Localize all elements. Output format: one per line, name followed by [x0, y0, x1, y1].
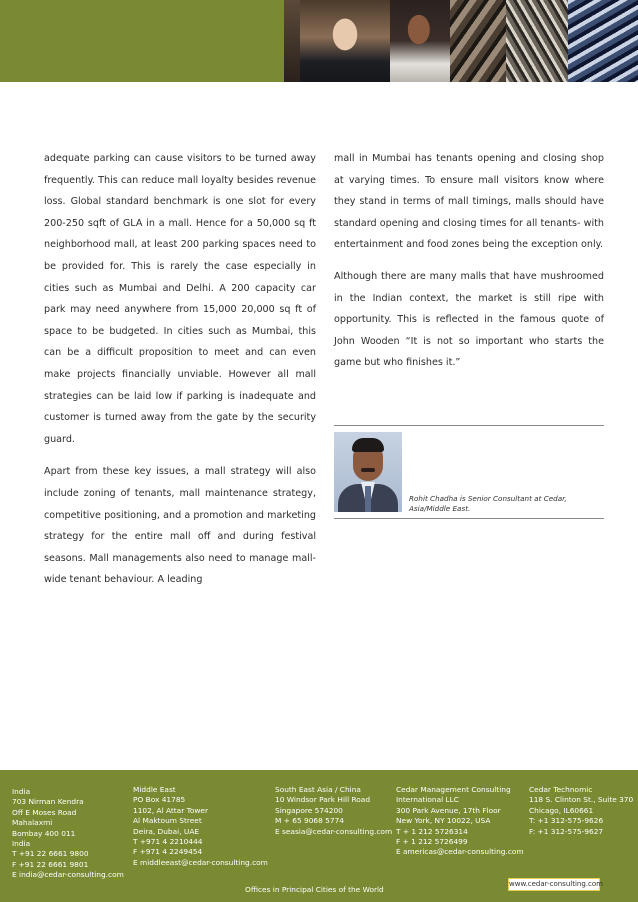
office-line: 1102, Al Attar Tower [133, 805, 209, 815]
office-line: India [12, 839, 31, 849]
office-line: F +971 4 2249454 [133, 847, 203, 857]
office-line: Cedar Technomic [529, 785, 593, 794]
office-line: 10 Windsor Park Hill Road [275, 795, 371, 805]
website-link[interactable]: www.cedar-consulting.com [508, 878, 600, 891]
office-line: 703 Nirman Kendra [12, 797, 84, 807]
header-photo-strip [284, 0, 638, 82]
office-technomic [529, 785, 633, 837]
author-divider-top [334, 425, 604, 426]
article-paragraph: Although there are many malls that have mushroomed in the Indian context, the market is still ripe with opportunity. This is reflected in the famous quote of John Wooden “It is not so important who starts the game but who finishes it.” [334, 270, 604, 369]
office-south-east-asia [275, 785, 392, 837]
office-middle-east [133, 785, 268, 868]
office-line: Bombay 400 011 [12, 828, 76, 838]
businesswoman-photo [300, 0, 390, 82]
crowd-photo [284, 0, 300, 82]
office-email[interactable]: E middleeast@cedar-consulting.com [133, 857, 268, 867]
article-right-column [334, 148, 604, 374]
office-line: International LLC [396, 795, 459, 805]
office-india [12, 787, 124, 881]
office-line: New York, NY 10022, USA [396, 816, 491, 826]
author-caption-line: Asia/Middle East. [409, 504, 471, 513]
mall-interior-photo [568, 0, 638, 82]
office-line: M + 65 9068 5774 [275, 816, 344, 826]
office-line: Deira, Dubai, UAE [133, 826, 200, 836]
article-paragraph: Apart from these key issues, a mall strategy will also include zoning of tenants, mall maintenance strategy, competitive positioning, and a promotion and marketing strategy for the entire mall off and during festival seasons. Mall managements also need to manage mall-wide tenant behaviour. A leading [44, 466, 316, 586]
office-line: Cedar Management Consulting [396, 785, 511, 794]
header-band [0, 0, 638, 82]
office-line: 118 S. Clinton St., Suite 370 [529, 795, 634, 805]
office-line: F +91 22 6661 9801 [12, 859, 89, 869]
footer-tagline: Offices in Principal Cities of the World [245, 885, 384, 894]
office-line: Al Maktoum Street [133, 816, 202, 826]
office-email[interactable]: E india@cedar-consulting.com [12, 870, 124, 880]
article-paragraph: mall in Mumbai has tenants opening and closing shop at varying times. To ensure mall visitors know where they stand in terms of mall timings, malls should have standard opening and closing times for all tenants- with entertainment and food zones being the exception only. [334, 153, 604, 251]
office-line: Mahalaxmi [12, 818, 53, 828]
author-divider-bottom [334, 518, 604, 519]
office-line: Off E Moses Road [12, 807, 77, 817]
shopping-street-photo [450, 0, 506, 82]
office-americas [396, 785, 524, 858]
office-line: South East Asia / China [275, 785, 361, 794]
author-caption-line: Rohit Chadha is Senior Consultant at Cedar, [409, 494, 567, 503]
office-email[interactable]: E seasia@cedar-consulting.com [275, 826, 393, 836]
architecture-photo [506, 0, 568, 82]
office-line: Singapore 574200 [275, 805, 343, 815]
office-line: Chicago, IL60661 [529, 805, 594, 815]
article-paragraph: adequate parking can cause visitors to be turned away frequently. This can reduce mall loyalty besides revenue loss. Global standard benchmark is one slot for every 200-250 sqft of GLA in a mall. Hence for a 50,000 sq ft neighborhood mall, at least 200 parking spaces need to be provided for. This is rarely the case especially in cities such as Mumbai and Delhi. A 200 capacity car park may need anywhere from 15,000 20,000 sq ft of space to be budgeted. In cities such as Mumbai, this can be a difficult proposition to meet and can even make projects financially unviable. However all mall strategies can be laid low if parking is inadequate and customer is turned away from the gate by the security guard. [44, 153, 316, 445]
office-line: F + 1 212 5726499 [396, 837, 468, 847]
office-line: T +91 22 6661 9800 [12, 849, 89, 859]
office-line: PO Box 41785 [133, 795, 186, 805]
author-caption [409, 494, 589, 514]
office-line: T +971 4 2210444 [133, 837, 203, 847]
smiling-woman-photo [390, 0, 450, 82]
office-line: India [12, 787, 31, 796]
office-line: T: +1 312-575-9626 [529, 816, 604, 826]
office-line: 300 Park Avenue, 17th Floor [396, 805, 501, 815]
office-email[interactable]: E americas@cedar-consulting.com [396, 847, 524, 857]
article-left-column [44, 148, 316, 591]
office-line: T + 1 212 5726314 [396, 826, 468, 836]
office-line: F: +1 312-575-9627 [529, 826, 604, 836]
author-photo [334, 432, 402, 512]
office-line: Middle East [133, 785, 176, 794]
